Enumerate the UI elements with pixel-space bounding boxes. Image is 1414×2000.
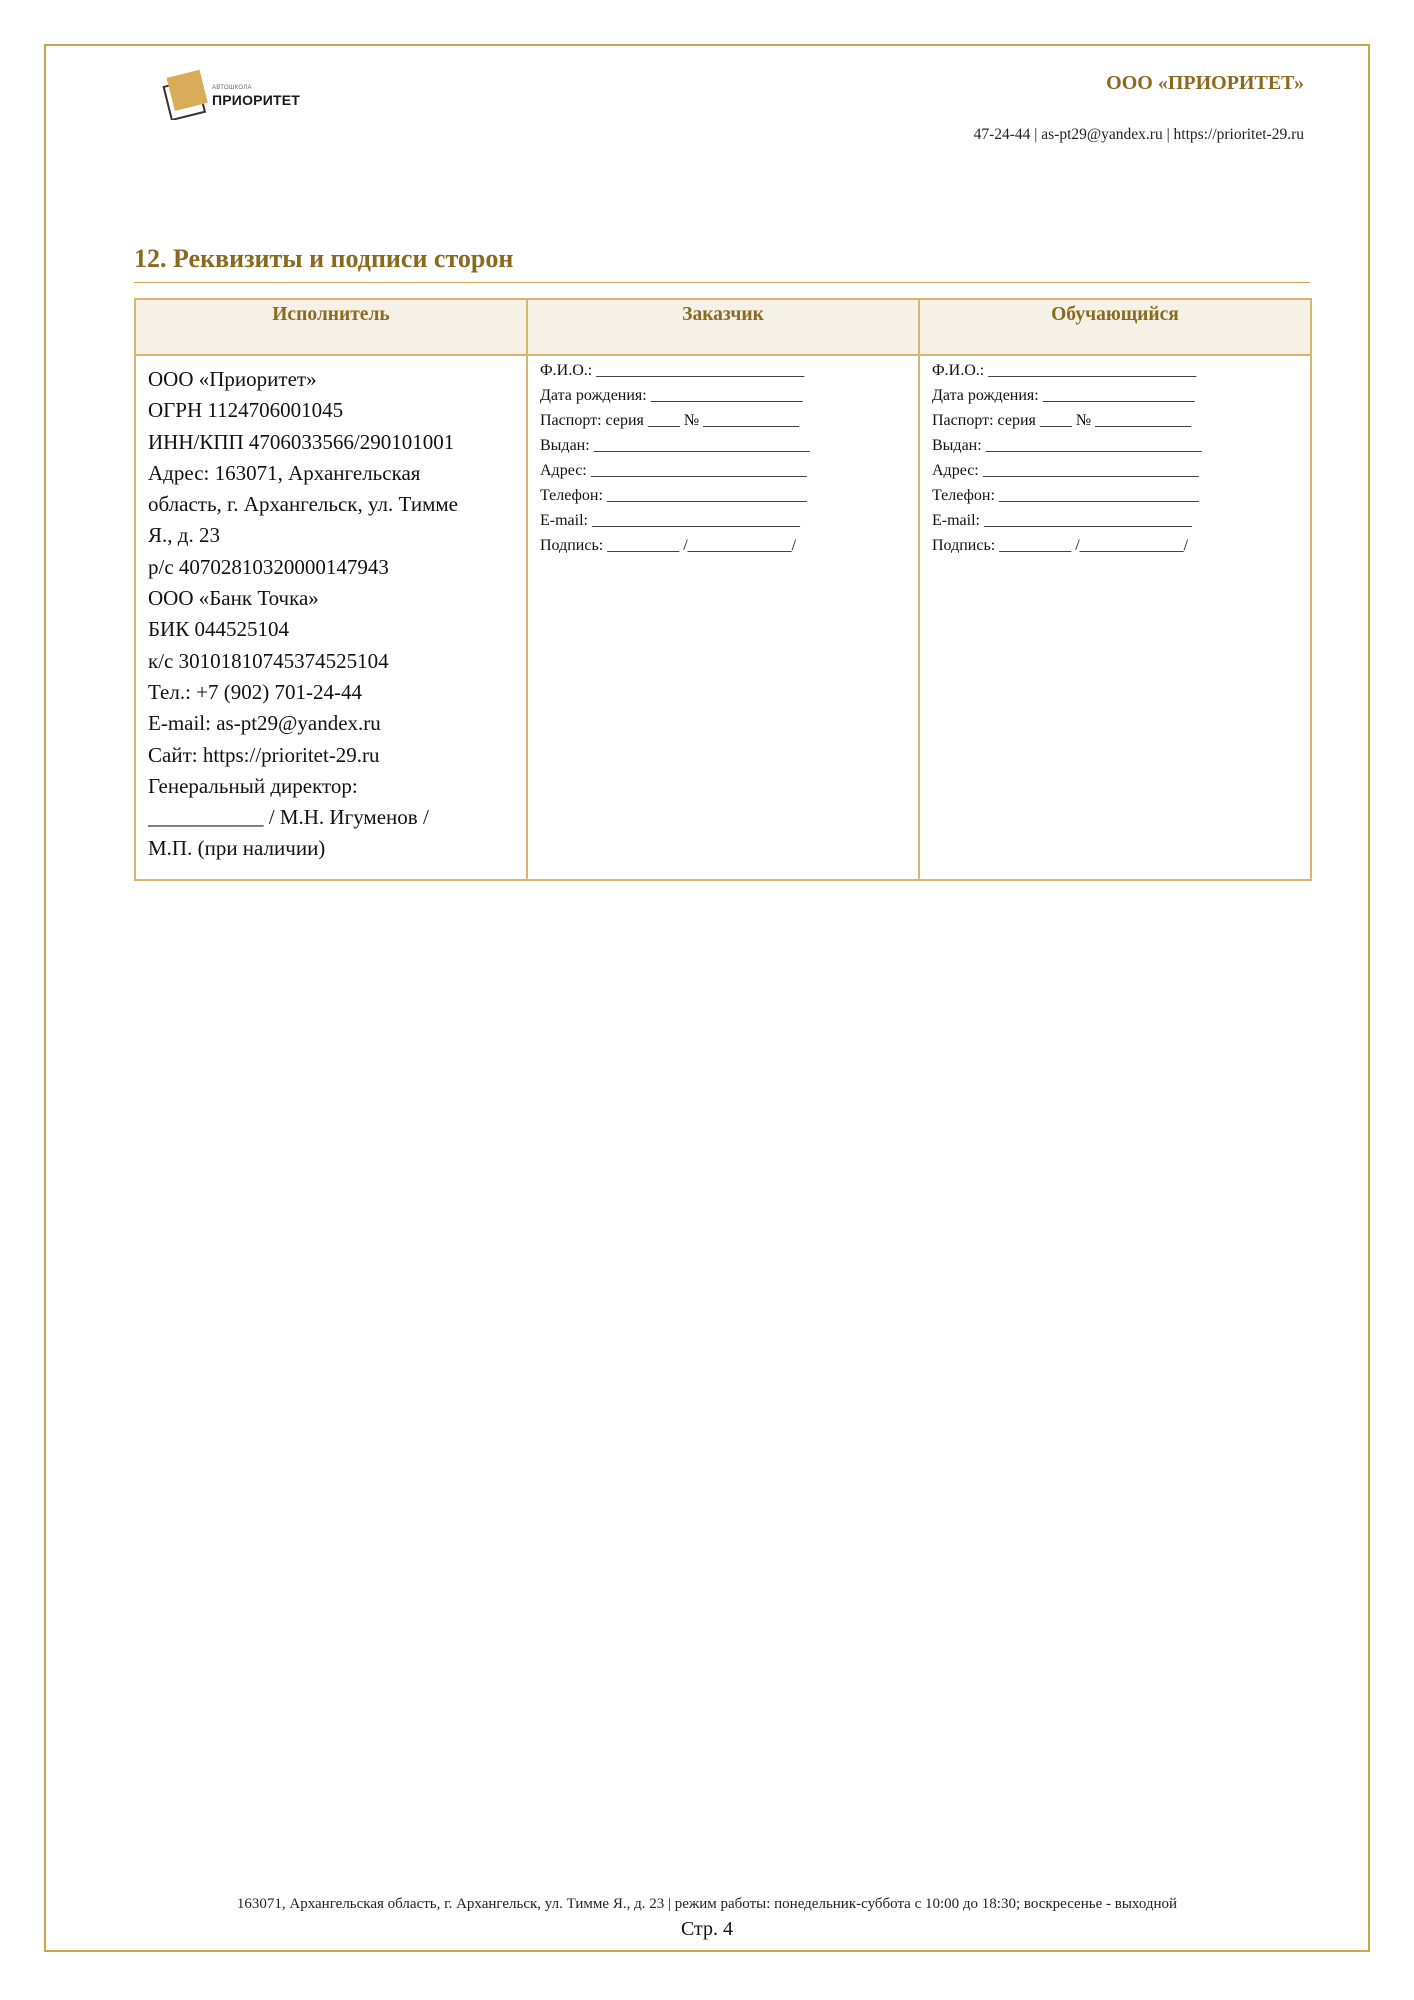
student-field-email: E-mail: __________________________ — [932, 512, 1192, 529]
executor-line: Генеральный директор: — [148, 773, 358, 798]
executor-line: Я., д. 23 — [148, 523, 220, 548]
student-field-address: Адрес: ___________________________ — [932, 462, 1199, 479]
student-field-passport: Паспорт: серия ____ № ____________ — [932, 412, 1192, 429]
company-logo — [160, 68, 300, 124]
student-field-name: Ф.И.О.: __________________________ — [932, 362, 1197, 379]
student-field-phone: Телефон: _________________________ — [932, 487, 1199, 504]
executor-cell — [135, 355, 527, 880]
executor-line: ОГРН 1124706001045 — [148, 398, 344, 423]
requisites-table — [134, 298, 1312, 881]
executor-line: р/с 40702810320000147943 — [148, 554, 389, 579]
executor-line: Сайт: https://prioritet-29.ru — [148, 742, 380, 767]
header-student: Обучающийся — [919, 299, 1311, 355]
executor-line: М.П. (при наличии) — [148, 836, 326, 861]
page-number: Стр. 4 — [680, 1918, 734, 1940]
logo-name: ПРИОРИТЕТ — [212, 92, 300, 108]
executor-line: к/с 30101810745374525104 — [148, 648, 389, 673]
customer-field-phone: Телефон: _________________________ — [540, 487, 807, 504]
logo-caption: АВТОШКОЛА — [212, 85, 252, 91]
table-header-row — [135, 299, 1311, 355]
customer-field-birthdate: Дата рождения: ___________________ — [540, 387, 803, 404]
header-executor: Исполнитель — [135, 299, 527, 355]
student-field-signature: Подпись: _________ /_____________/ — [932, 537, 1189, 554]
section-title: 12. Реквизиты и подписи сторон — [134, 244, 514, 273]
title-divider — [134, 282, 1310, 283]
company-name: ООО «ПРИОРИТЕТ» — [1106, 72, 1304, 94]
customer-cell — [527, 355, 919, 880]
executor-line: ИНН/КПП 4706033566/290101001 — [148, 429, 455, 454]
logo-icon — [160, 68, 210, 120]
student-field-birthdate: Дата рождения: ___________________ — [932, 387, 1195, 404]
customer-field-name: Ф.И.О.: __________________________ — [540, 362, 805, 379]
header-contacts: 47-24-44 | as-pt29@yandex.ru | https://prioritet-29.ru — [973, 126, 1304, 143]
executor-line: E-mail: as-pt29@yandex.ru — [148, 711, 381, 736]
executor-line: ___________ / М.Н. Игуменов / — [148, 805, 429, 830]
executor-line: область, г. Архангельск, ул. Тимме — [148, 492, 458, 517]
footer-address: 163071, Архангельская область, г. Архангельск, ул. Тимме Я., д. 23 | режим работы: понедельник-суббота с 10:00 до 18:30; воскресенье - выходной — [236, 1896, 1178, 1912]
customer-field-email: E-mail: __________________________ — [540, 512, 800, 529]
student-field-issued: Выдан: ___________________________ — [932, 437, 1202, 454]
header-customer: Заказчик — [527, 299, 919, 355]
executor-line: ООО «Приоритет» — [148, 367, 317, 391]
customer-field-passport: Паспорт: серия ____ № ____________ — [540, 412, 800, 429]
student-cell — [919, 355, 1311, 880]
executor-line: Адрес: 163071, Архангельская — [148, 460, 421, 485]
customer-field-signature: Подпись: _________ /_____________/ — [540, 537, 797, 554]
executor-line: ООО «Банк Точка» — [148, 586, 319, 611]
executor-line: Тел.: +7 (902) 701-24-44 — [148, 679, 362, 704]
table-row — [135, 355, 1311, 880]
customer-field-issued: Выдан: ___________________________ — [540, 437, 810, 454]
customer-field-address: Адрес: ___________________________ — [540, 462, 807, 479]
executor-line: БИК 044525104 — [148, 617, 289, 642]
